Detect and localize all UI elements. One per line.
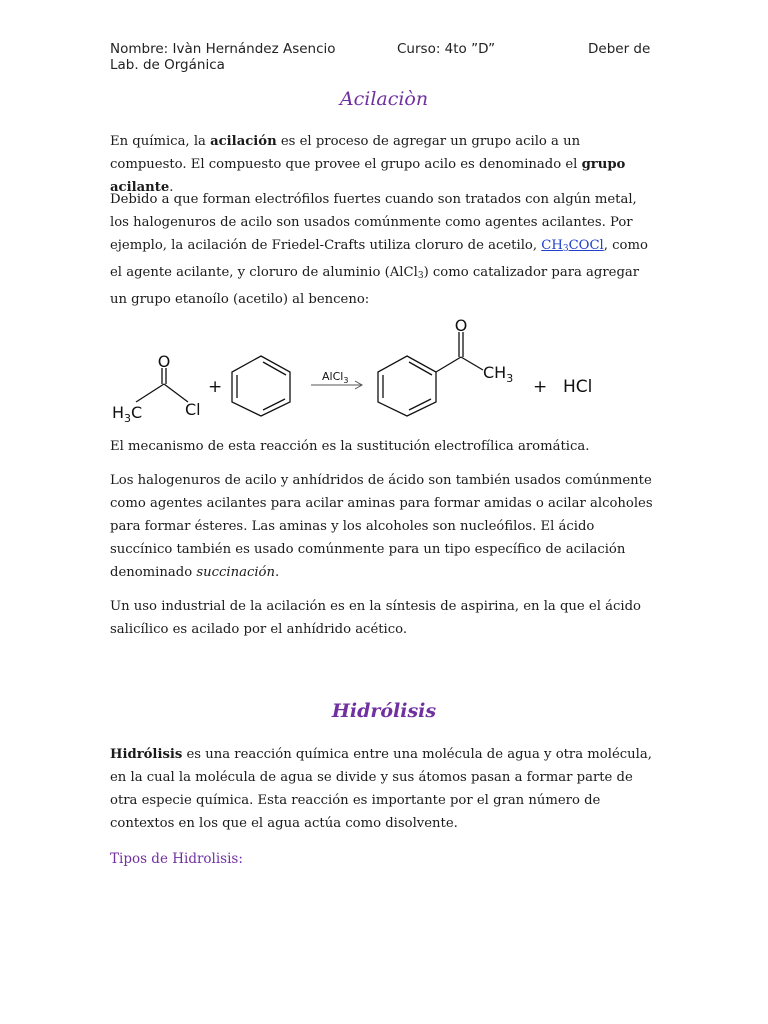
term-succination: succinación <box>196 565 275 580</box>
product-methyl-label: $CH_3$ <box>483 363 514 385</box>
acetyl-oxygen-label: O <box>157 352 171 371</box>
friedel-crafts-reaction-diagram <box>105 312 665 430</box>
chlorine-label: Cl <box>185 400 201 419</box>
ketone-oxygen-label: O <box>454 316 468 335</box>
assignment-label-continued: Lab. de Orgánica <box>110 57 225 73</box>
catalyst-label: AlCl$_3$ <box>322 370 349 385</box>
term-acylation: acilación <box>210 134 277 149</box>
hydrolysis-title: Hidrólisis <box>331 700 437 722</box>
plus-sign-1: + <box>208 377 223 397</box>
acylation-paragraph-5: Un uso industrial de la acilación es en la síntesis de aspirina, en la que el ácido salicílico es acilado por el anhídrido acético. <box>110 599 641 637</box>
acetyl-chloride-structure <box>136 368 188 402</box>
hydrolysis-paragraph-1: Hidrólisis es una reacción química entre una molécula de agua y otra molécula, en la cual la molécula de agua se divide y sus átomos pasan a formar parte de otra especie química. Esta reacción es importante por el gran número de contextos en los que el agua actúa como disolvente. <box>110 747 652 831</box>
acylation-paragraph-3: El mecanismo de esta reacción es la sustitución electrofílica aromática. <box>110 439 590 454</box>
acylation-paragraph-4: Los halogenuros de acilo y anhídridos de ácido son también usados comúnmente como agentes acilantes para acilar aminas para formar amidas o acilar alcoholes para formar ésteres. Las aminas y los alcoholes son nucleófilos. El ácido succínico también es usado comúnmente para un tipo específico de acilación denominado succinación. <box>110 473 653 580</box>
term-hydrolysis: Hidrólisis <box>110 747 183 762</box>
benzene-structure <box>232 356 290 416</box>
hydrolysis-types-heading: Tipos de Hidrolisis: <box>110 851 243 867</box>
assignment-label: Deber de <box>588 41 651 57</box>
acylation-paragraph-1: En química, la acilación es el proceso de agregar un grupo acilo a un compuesto. El compuesto que provee el grupo acilo es denominado el grupo acilante. <box>110 134 626 195</box>
acylation-paragraph-2: Debido a que forman electrófilos fuertes cuando son tratados con algún metal, los halogenuros de acilo son usados comúnmente como agentes acilantes. Por ejemplo, la acilación de Friedel-Crafts utiliza cloruro de acetilo, $CH_3COCl$, como el agente acilante, y cloruro de aluminio (AlCl$_3$) como catalizador para agregar un grupo etanoílo (acetilo) al benceno: <box>110 192 648 307</box>
methyl-label: $H_3C$ <box>112 403 143 425</box>
acylation-title: Acilaciòn <box>339 88 429 110</box>
hcl-label: HCl <box>563 377 593 397</box>
plus-sign-2: + <box>533 377 548 397</box>
acetyl-chloride-link[interactable]: $CH_3COCl$ <box>541 238 604 254</box>
acetophenone-structure <box>378 332 483 416</box>
term-acylating-group: grupo acilante <box>110 157 626 195</box>
student-name: Nombre: Ivàn Hernández Asencio <box>110 41 336 57</box>
course-label: Curso: 4to ”D” <box>397 41 496 57</box>
